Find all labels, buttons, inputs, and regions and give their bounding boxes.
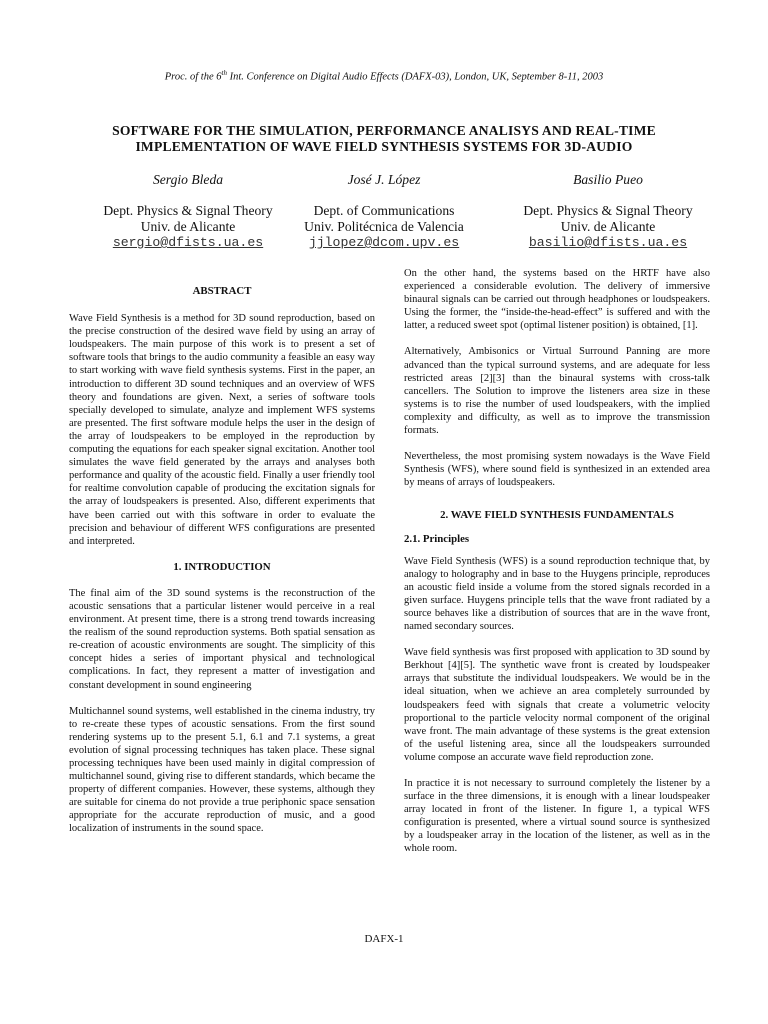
left-column xyxy=(69,285,375,849)
author-email-3[interactable]: basilio@dfists.ua.es xyxy=(528,235,688,250)
page-number: DAFX-1 xyxy=(364,933,404,945)
author-univ-3: Univ. de Alicante xyxy=(560,219,656,234)
author-dept-3: Dept. Physics & Signal Theory xyxy=(523,203,693,218)
introduction-paragraph-5: Nevertheless, the most promising system nowadays is the Wave Field Synthesis (WFS), where sound field is synthesized in an extended area by means of arrays of loudspeakers. xyxy=(404,451,710,489)
wfs-fundamentals-heading: 2. WAVE FIELD SYNTHESIS FUNDAMENTALS xyxy=(440,509,674,522)
author-dept-1: Dept. Physics & Signal Theory xyxy=(103,203,273,218)
introduction-paragraph-1: The final aim of the 3D sound systems is the reconstruction of the acoustic sensations that a particular listener would perceive in a real environment. At present time, there is a strong trend towards increasing the realism of the sound reproduction systems. Both spatial sensation as re-creation of acoustic environments are sought. The simplicity of this concept hides a series of important physical and technological complications. In fact, they represent a matter of investigation and constant development in sound engineering xyxy=(69,587,375,691)
author-univ-1: Univ. de Alicante xyxy=(140,219,236,234)
conference-header xyxy=(0,69,768,83)
introduction-paragraph-4: Alternatively, Ambisonics or Virtual Surround Panning are more advanced than the typical surround systems, and are adequate for less restricted areas [2][3] than the binaural systems with cross-talk cancellers. The Solution to improve the listeners area size in these systems is to rise the number of used loudspeakers, with the implied complexity and difficulty, as well as to improve the transmission formats. xyxy=(404,346,710,437)
author-univ-2: Univ. Politécnica de Valencia xyxy=(304,219,464,234)
abstract-heading: ABSTRACT xyxy=(192,285,252,297)
author-email-1[interactable]: sergio@dfists.ua.es xyxy=(112,235,264,250)
paper-title-line-1: SOFTWARE FOR THE SIMULATION, PERFORMANCE ANALISYS AND REAL-TIME xyxy=(112,123,656,138)
introduction-heading: 1. INTRODUCTION xyxy=(173,560,271,573)
author-affiliation-2 xyxy=(264,203,504,251)
abstract-text: Wave Field Synthesis is a method for 3D sound reproduction, based on the precise construction of the desired wave field by using an array of loudspeakers. The main purpose of this work is to present a set of software tools that brings to the audio community a feasible an easy way to start working with wave field synthesis systems. First in the paper, an introduction to different 3D sound techniques and an overview of WFS theory and foundations are given. Next, a series of software tools specially developed to simulate, analyze and implement WFS systems are presented. The first software module helps the user in the design of the array of loudspeakers to be employed in the reproduction by computing the equations for each speaker signal excitation. Another tool simulates the wave field generated by the arrays and analyses both performance and quality of the acoustic field. Finally a user friendly tool for realtime convolution capable of producing the excitation signals for the array of loudspeakers is presented. Also, different experiments that have been carried out with this software in order to evaluate the precision and behaviour of different WFS configurations are presented and interpreted. xyxy=(69,313,375,547)
right-column xyxy=(404,267,710,869)
author-name-1: Sergio Bleda xyxy=(152,172,224,187)
paper-title xyxy=(40,123,728,155)
conference-header-prefix: Proc. of the 6 xyxy=(164,71,222,83)
introduction-paragraph-3: On the other hand, the systems based on the HRTF have also experienced a considerable evolution. The delivery of immersive binaural signals can be carried out through headphones or loudspeakers. Using the former, the “inside-the-head-effect” is suffered and with the latter, a reduced sweet spot (optimal listener position) is obtained, [1]. xyxy=(404,268,710,332)
principles-paragraph-3: In practice it is not necessary to surround completely the listener by a surface in the three dimensions, it is enough with a linear loudspeaker array located in front of the listener. In figure 1, a typical WFS configuration is presented, where a virtual sound source is synthesized by a loudspeaker array in the location of the listener, as well as in the whole room. xyxy=(404,778,710,855)
author-email-2[interactable]: jjlopez@dcom.upv.es xyxy=(308,235,460,250)
author-name-2: José J. López xyxy=(347,172,421,187)
principles-paragraph-1: Wave Field Synthesis (WFS) is a sound reproduction technique that, by analogy to holography and in base to the Huygens principle, reproduces an acoustic field inside a volume from the stored signals recorded in a given surface. Huygens principle tells that the wave front radiated by a source behaves like a distribution of sources that are in the wave front, named secondary sources. xyxy=(404,555,710,633)
principles-paragraph-2: Wave field synthesis was first proposed with application to 3D sound by Berkhout [4][5]. The synthetic wave front is created by loudspeaker arrays that substitute the individual loudspeakers. We would be in the ideal situation, when we achieve an area completely surrounded by loudspeakers feed with signals that create a volumetric velocity proportional to the particle velocity normal component of the original wave front. The main advantage of these systems is the great extension of the useful listening area, since all the loudspeakers surrounded volume compose an accurate wave field reproduction zone. xyxy=(404,647,710,763)
author-dept-2: Dept. of Communications xyxy=(313,203,455,218)
paper-title-line-2: IMPLEMENTATION OF WAVE FIELD SYNTHESIS SYSTEMS FOR 3D-AUDIO xyxy=(135,139,633,154)
conference-header-suffix: Int. Conference on Digital Audio Effects (DAFX-03), London, UK, September 8-11, 2003 xyxy=(226,71,604,83)
author-affiliation-3 xyxy=(488,203,728,251)
conference-header-sup: th xyxy=(221,69,227,77)
author-name-3: Basilio Pueo xyxy=(573,172,643,187)
principles-subheading: 2.1. Principles xyxy=(404,532,470,545)
introduction-paragraph-2: Multichannel sound systems, well established in the cinema industry, try to re-create these types of acoustic sensations. From the first sound rendering systems up to the present 5.1, 6.1 and 7.1 systems, a great evolution of signal processing techniques has taken place. These signal processing techniques have been used mainly in digital compression of multichannel sound, giving rise to different standards, which became the property of different companies. However, these systems, although they are suitable for cinema do not provide a true periphonic space sensation appropriate for the accurate reproduction of music, and a good localization of instruments in the sound space. xyxy=(69,705,375,835)
